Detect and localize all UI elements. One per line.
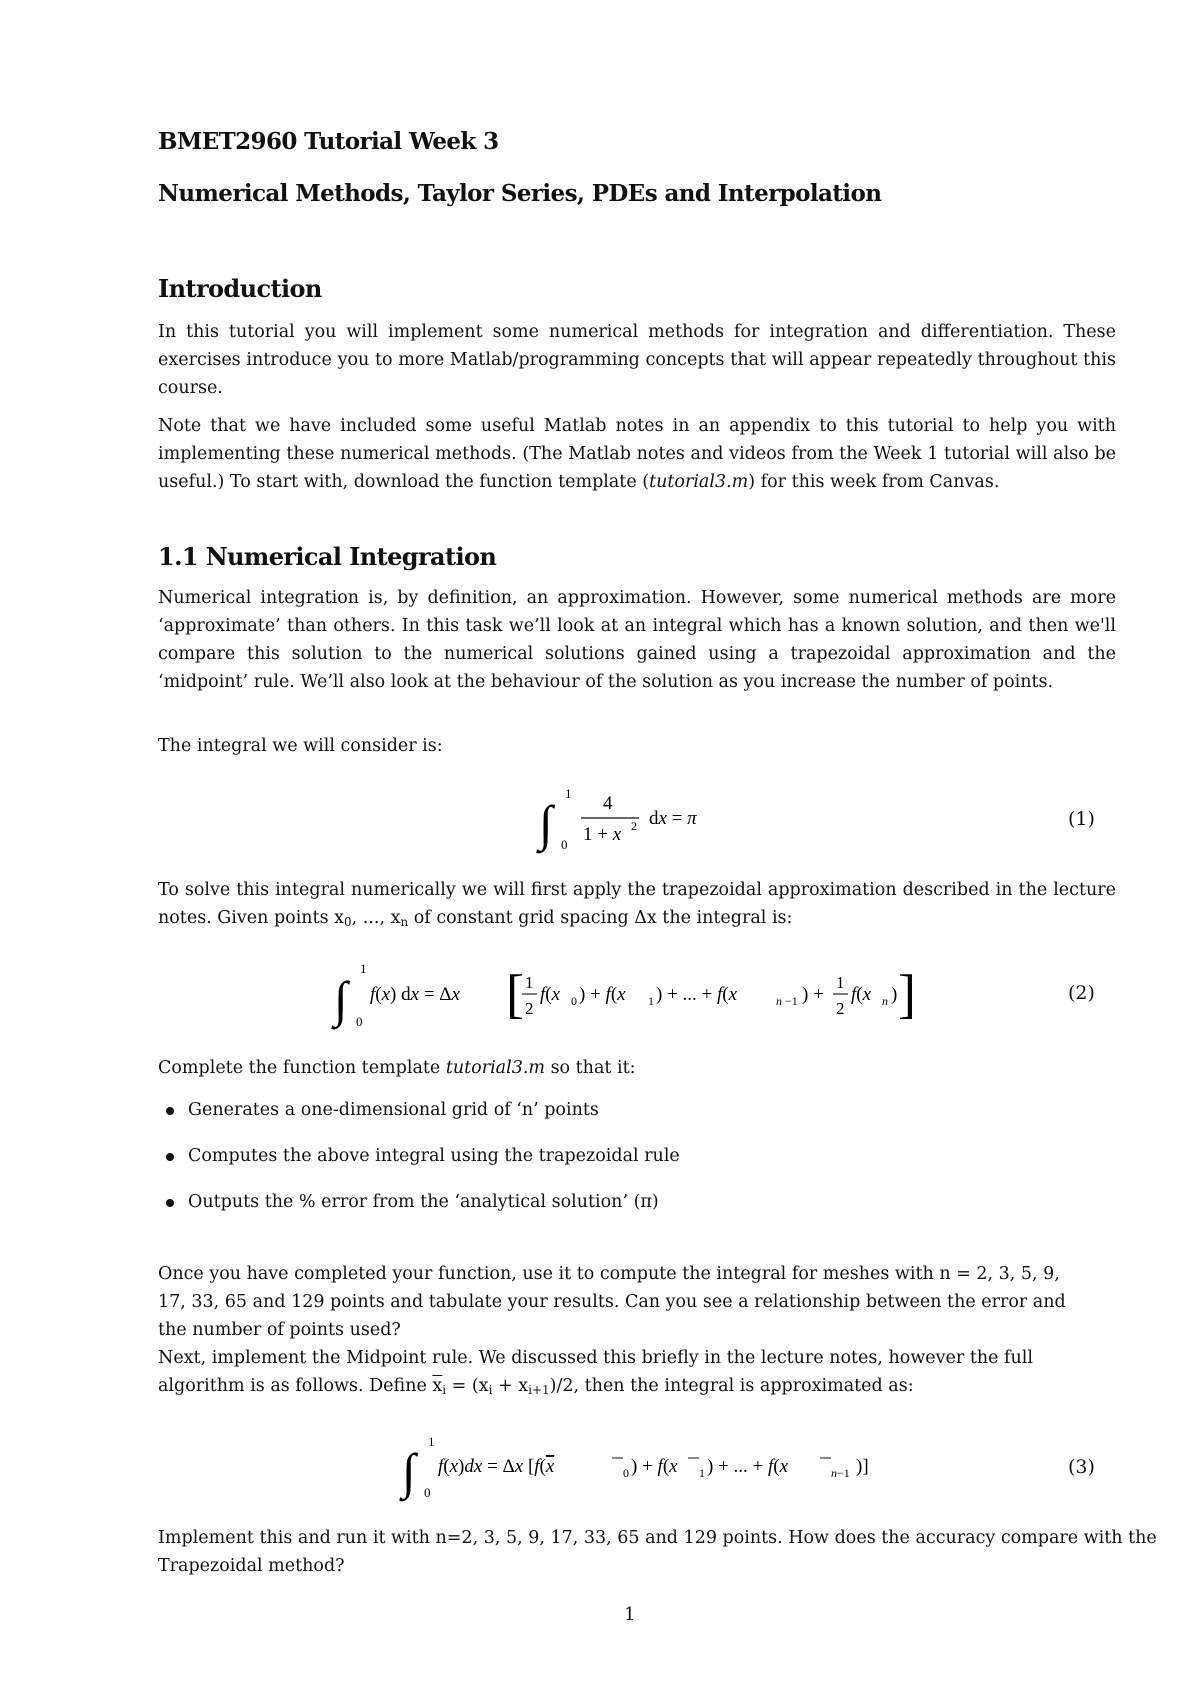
svg-text:0: 0	[424, 1485, 431, 1500]
bullet-icon	[166, 1107, 174, 1115]
svg-text:n−1: n−1	[831, 1466, 850, 1480]
svg-text:∫: ∫	[539, 795, 553, 851]
svg-text:f(x: f(x	[851, 984, 872, 1005]
svg-text:f(x) dx = Δx: f(x) dx = Δx	[370, 984, 460, 1005]
svg-text:) + ... + f(x: ) + ... + f(x	[707, 1456, 789, 1477]
svg-text:[: [	[506, 964, 524, 1024]
svg-text:0: 0	[356, 1014, 363, 1029]
svg-text:n: n	[882, 994, 888, 1008]
section-paragraph-2: The integral we will consider is:	[158, 736, 443, 756]
section-paragraph-7: Implement this and run it with n=2, 3, 5, 9, 17, 33, 65 and 129 points. How does the accuracy compare with the Trapezoidal method?	[158, 1528, 1157, 1576]
section-paragraph-1: Numerical integration is, by definition, an approximation. However, some numerical methods are more ‘approximate’ than others. In this task we’ll look at an integral which has a known solution, and then we'll compare this solution to the numerical solutions gained using a trapezoidal approximation and the ‘midpoint’ rule. We’ll also look at the behaviour of the solution as you increase the number of points.	[158, 588, 1116, 692]
svg-text:2: 2	[525, 999, 534, 1018]
svg-text:) + f(x: ) + f(x	[579, 984, 626, 1005]
svg-text:1 + x: 1 + x	[583, 824, 622, 845]
equation-2-number: (2)	[1068, 982, 1095, 1004]
section-heading: 1.1 Numerical Integration	[158, 542, 497, 571]
section-paragraph-5: Once you have completed your function, use it to compute the integral for meshes with n = 2, 3, 5, 9, 17, 33, 65 and 129 points and tabulate your results. Can you see a relationship between the error and the number of points used?	[158, 1264, 1066, 1340]
svg-text:∫: ∫	[402, 1443, 416, 1499]
svg-text:n: n	[776, 994, 782, 1008]
svg-text:dx = π: dx = π	[649, 808, 697, 829]
svg-text:0: 0	[571, 994, 577, 1008]
bullet-icon	[166, 1153, 174, 1161]
svg-text:): )	[891, 984, 898, 1005]
svg-text:4: 4	[603, 793, 613, 814]
equation-3	[398, 1434, 878, 1504]
section-paragraph-6: Next, implement the Midpoint rule. We discussed this briefly in the lecture notes, however the full algorithm is as follows. Define $\overline{x}_i = (x_i + x_{i+1})/2$, then the integral is approximated as:	[158, 1348, 1033, 1397]
section-paragraph-3: To solve this integral numerically we will first apply the trapezoidal approximation described in the lecture notes. Given points $x_0$, ..., $x_n$ of constant grid spacing Δx the integral is:	[158, 880, 1116, 929]
document-title: BMET2960 Tutorial Week 3	[158, 128, 499, 155]
svg-text:1: 1	[565, 786, 572, 801]
svg-text:) + ... + f(x: ) + ... + f(x	[656, 984, 738, 1005]
svg-text:) +: ) +	[802, 984, 824, 1005]
bullet-icon	[166, 1199, 174, 1207]
svg-text:−1: −1	[785, 994, 798, 1008]
list-item: Computes the above integral using the trapezoidal rule	[166, 1146, 680, 1166]
svg-text:1: 1	[648, 994, 654, 1008]
svg-text:2: 2	[836, 999, 845, 1018]
equation-3-number: (3)	[1068, 1456, 1095, 1478]
equation-1	[535, 786, 725, 856]
svg-text:2: 2	[631, 819, 637, 833]
list-item: Outputs the % error from the ‘analytical solution’ (π)	[166, 1192, 659, 1212]
svg-text:]: ]	[898, 964, 916, 1024]
svg-text:1: 1	[699, 1466, 705, 1480]
equation-2	[330, 960, 950, 1036]
intro-paragraph-2: Note that we have included some useful Matlab notes in an appendix to this tutorial to help you with implementing these numerical methods. (The Matlab notes and videos from the Week 1 tutorial will also be useful.) To start with, download the function template (tutorial3.m) for this week from Canvas.	[158, 416, 1116, 492]
file-name: tutorial3.m	[649, 472, 749, 492]
file-name: tutorial3.m	[445, 1058, 545, 1078]
equation-1-number: (1)	[1068, 808, 1095, 830]
svg-text:0: 0	[561, 837, 568, 852]
svg-text:0: 0	[623, 1466, 629, 1480]
page-number: 1	[624, 1604, 636, 1625]
intro-heading: Introduction	[158, 274, 322, 303]
intro-paragraph-1: In this tutorial you will implement some numerical methods for integration and differentiation. These exercises introduce you to more Matlab/programming concepts that will appear repeatedly throughout this course.	[158, 322, 1116, 398]
svg-text:1: 1	[525, 973, 534, 992]
list-item: Generates a one-dimensional grid of ‘n’ points	[166, 1100, 599, 1120]
svg-text:f(x)dx = Δx [f(x: f(x)dx = Δx [f(x	[438, 1456, 555, 1477]
section-paragraph-4: Complete the function template tutorial3.m so that it:	[158, 1058, 636, 1078]
svg-text:)]: )]	[856, 1456, 869, 1477]
svg-text:∫: ∫	[334, 971, 348, 1027]
svg-text:1: 1	[360, 961, 367, 976]
svg-text:) + f(x: ) + f(x	[631, 1456, 678, 1477]
svg-text:1: 1	[836, 973, 845, 992]
svg-text:f(x: f(x	[540, 984, 561, 1005]
document-subtitle: Numerical Methods, Taylor Series, PDEs and Interpolation	[158, 180, 882, 207]
svg-text:1: 1	[428, 1434, 435, 1449]
